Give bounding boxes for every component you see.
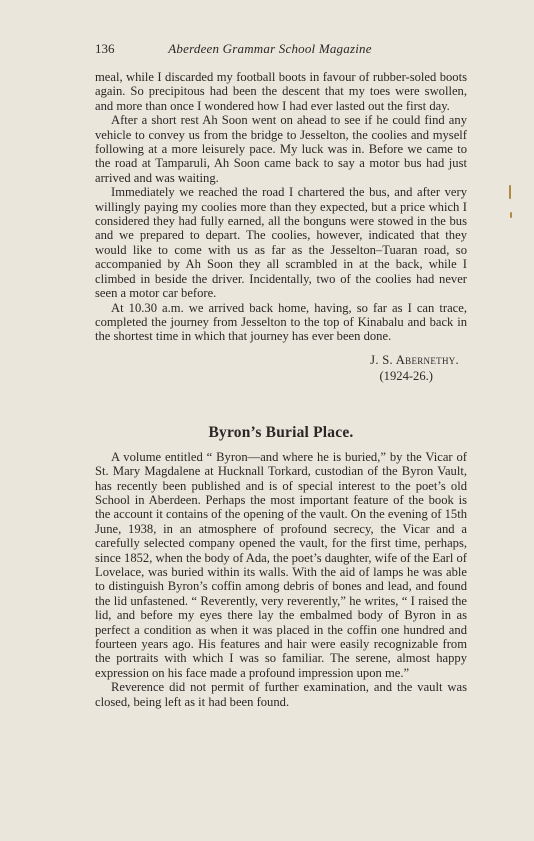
article-title: Byron’s Burial Place. (208, 423, 354, 441)
author-years: (1924-26.) (379, 368, 433, 383)
running-title: Aberdeen Grammar School Magazine (168, 41, 372, 56)
author-name: J. S. Abernethy. (370, 352, 459, 367)
paragraph: meal, while I discarded my football boots in favour of rubber-soled boots again. So precipitous had been the descent that my toes were swollen, and more than once I wondered how I had ever lasted out the first day. (95, 70, 467, 113)
paragraph: A volume entitled “ Byron—and where he is buried,” by the Vicar of St. Mary Magdalene at Hucknall Torkard, custodian of the Byron Vault, has recently been published and is of special interest to the poet’s old School in Aberdeen. Perhaps the most important feature of the book is the account it contains of the opening of the vault. On the evening of 15th June, 1938, in an atmosphere of profound secrecy, the Vicar and a carefully selected company opened the vault, for the first time, perhaps, since 1852, when the body of Ada, the poet’s daughter, wife of the Earl of Lovelace, was buried within its walls. With the aid of lamps he was able to distinguish Byron’s coffin among debris of bones and lead, and found the lid unfastened. “ Reverently, very reverently,” he writes, “ I raised the lid, and before my eyes there lay the embalmed body of Byron in as perfect a condition as when it was placed in the coffin one hundred and fourteen years ago. His features and hair were easily recognizable from the portraits with which I was so familiar. The serene, almost happy expression on his face made a profound impression upon me.” (95, 449, 467, 680)
page-content (95, 70, 467, 709)
article-kinabalu-conclusion (95, 70, 467, 384)
article-byrons-burial-place (95, 424, 467, 709)
paragraph: At 10.30 a.m. we arrived back home, having, so far as I can trace, completed the journey from Jesselton to the top of Kinabalu and back in the shortest time in which that journey has ever been done. (95, 300, 467, 344)
paper-speck (510, 212, 512, 218)
paragraph: Reverence did not permit of further examination, and the vault was closed, being left as it had been found. (95, 680, 467, 709)
signature-block (95, 352, 467, 384)
page-header (95, 41, 445, 61)
paper-speck (509, 185, 511, 199)
paragraph: Immediately we reached the road I chartered the bus, and after very willingly paying my coolies more than they expected, but a price which I considered they had fully earned, all the bonguns were stowed in the bus and we prepared to depart. The coolies, however, indicated that they would like to come with us as far as the Jesselton–Tuaran road, so accompanied by Ah Soon they all scrambled in at the back, while I climbed in beside the driver. Incidentally, two of the coolies had never seen a motor car before. (95, 185, 467, 301)
paragraph: After a short rest Ah Soon went on ahead to see if he could find any vehicle to convey us from the bridge to Jesselton, the coolies and myself following at a more leisurely pace. My luck was in. Before we came to the road at Tamparuli, Ah Soon came back to say a motor bus had just arrived and was waiting. (95, 113, 467, 185)
page-number: 136 (95, 41, 115, 56)
